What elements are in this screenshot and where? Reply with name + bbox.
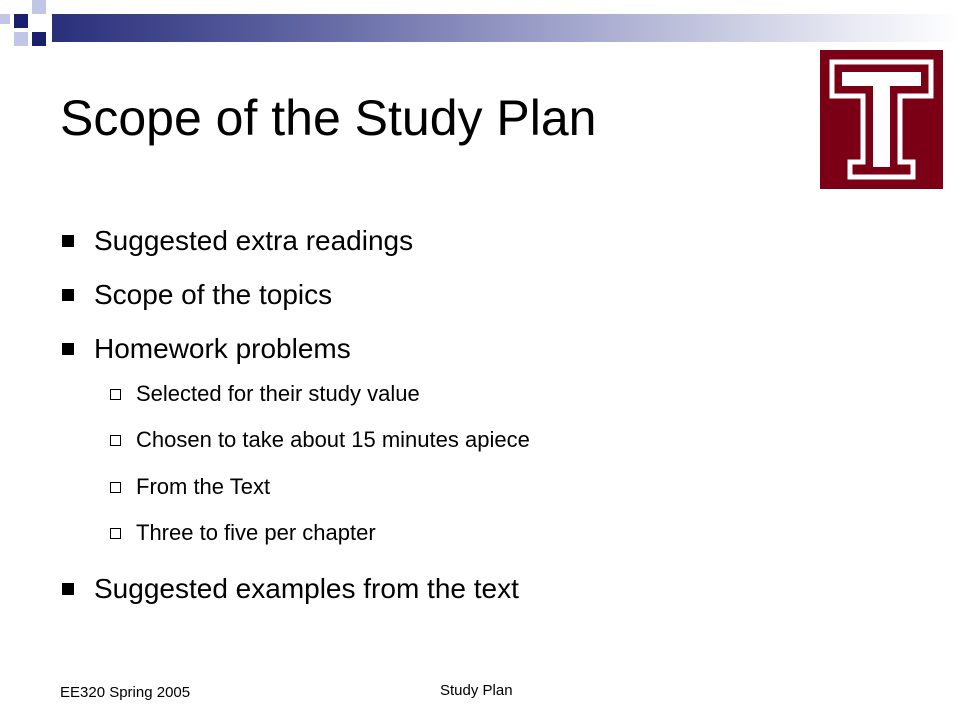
bullet-item: Suggested extra readings — [94, 225, 414, 256]
bullet-marker — [62, 343, 74, 355]
sub-bullet-marker — [110, 389, 121, 400]
sub-bullet-item: Chosen to take about 15 minutes apiece — [136, 427, 530, 452]
bullet-item: Suggested examples from the text — [94, 573, 519, 604]
bullet-marker — [62, 583, 74, 595]
sub-bullet-item: Three to five per chapter — [136, 520, 376, 545]
sub-bullet-item: Selected for their study value — [136, 381, 420, 406]
bullet-item: Scope of the topics — [94, 279, 333, 310]
bullet-marker — [62, 289, 74, 301]
bullet-item: Homework problems — [94, 333, 351, 364]
sub-bullet-marker — [110, 528, 121, 539]
sub-bullet-marker — [110, 482, 121, 493]
slide-title: Scope of the Study Plan — [60, 90, 597, 146]
bullet-marker — [62, 235, 74, 247]
sub-bullet-item: From the Text — [136, 474, 271, 499]
sub-bullet-marker — [110, 435, 121, 446]
footer-title: Study Plan — [440, 682, 513, 699]
footer-course: EE320 Spring 2005 — [60, 684, 191, 701]
